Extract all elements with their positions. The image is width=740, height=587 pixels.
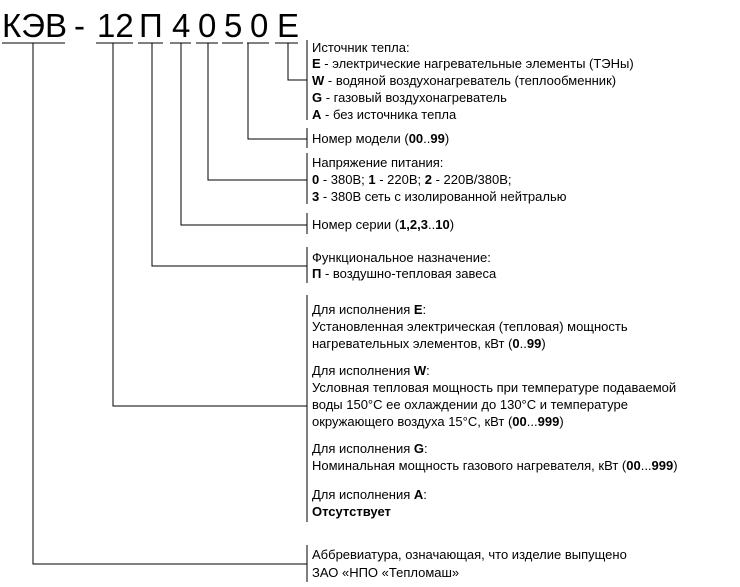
connector-function [152, 43, 307, 266]
abbr-line: ЗАО «НПО «Тепломаш» [312, 565, 460, 580]
heat-source-title: Источник тепла: [312, 40, 410, 55]
power-g-title: Для исполнения G: [312, 441, 428, 456]
abbr-line: Аббревиатура, означающая, что изделие выпущено [312, 547, 627, 562]
voltage-line: 3 - 380В сеть с изолированной нейтралью [312, 189, 567, 204]
model-number: Номер модели (00..99) [312, 131, 450, 146]
power-e-line: нагревательных элементов, кВт (0..99) [312, 336, 546, 351]
voltage-line: 0 - 380В; 1 - 220В; 2 - 220В/380В; [312, 172, 512, 187]
power-w-line: Условная тепловая мощность при температуре подаваемой [312, 380, 677, 395]
power-e-title: Для исполнения E: [312, 302, 427, 317]
heat-source-block [312, 40, 634, 122]
heat-source-item: A - без источника тепла [312, 107, 457, 122]
code-series-no: 4 [172, 7, 191, 44]
connector-model [248, 43, 307, 139]
code-source: Е [277, 7, 300, 44]
power-a-line: Отсутствует [312, 504, 391, 519]
power-block [312, 302, 678, 519]
power-w-line: воды 150°С ее охлаждении до 130°С и температуре [312, 397, 628, 412]
code-model: 5 [224, 7, 243, 44]
connector-abbr [33, 43, 307, 564]
heat-source-item: G - газовый воздухонагреватель [312, 90, 507, 105]
power-g-line: Номинальная мощность газового нагревателя, кВт (00...999) [312, 458, 678, 473]
function-item: П - воздушно-тепловая завеса [312, 266, 497, 281]
function-title: Функциональное назначение: [312, 250, 491, 265]
power-w-line: окружающего воздуха 15°С, кВт (00...999) [312, 414, 564, 429]
heat-source-item: E - электрические нагревательные элементы (ТЭНы) [312, 56, 634, 71]
connector-voltage [208, 43, 307, 180]
code-voltage: 0 [198, 7, 217, 44]
series-number: Номер серии (1,2,3..10) [312, 217, 455, 232]
connector-source [288, 43, 307, 80]
voltage-title: Напряжение питания: [312, 155, 444, 170]
product-code [2, 7, 299, 44]
code-prefix: КЭВ [2, 7, 67, 44]
connector-lines [33, 40, 307, 582]
function-block [312, 250, 497, 281]
power-w-title: Для исполнения W: [312, 363, 430, 378]
code-zero: 0 [250, 7, 269, 44]
code-series-size: 12 [97, 7, 134, 44]
power-e-line: Установленная электрическая (тепловая) мощность [312, 319, 628, 334]
abbr-block [312, 547, 627, 580]
heat-source-item: W - водяной воздухонагреватель (теплообменник) [312, 73, 617, 88]
power-a-title: Для исполнения A: [312, 487, 427, 502]
voltage-block [312, 155, 567, 204]
code-func-letter: П [139, 7, 163, 44]
code-dash: - [74, 7, 85, 44]
